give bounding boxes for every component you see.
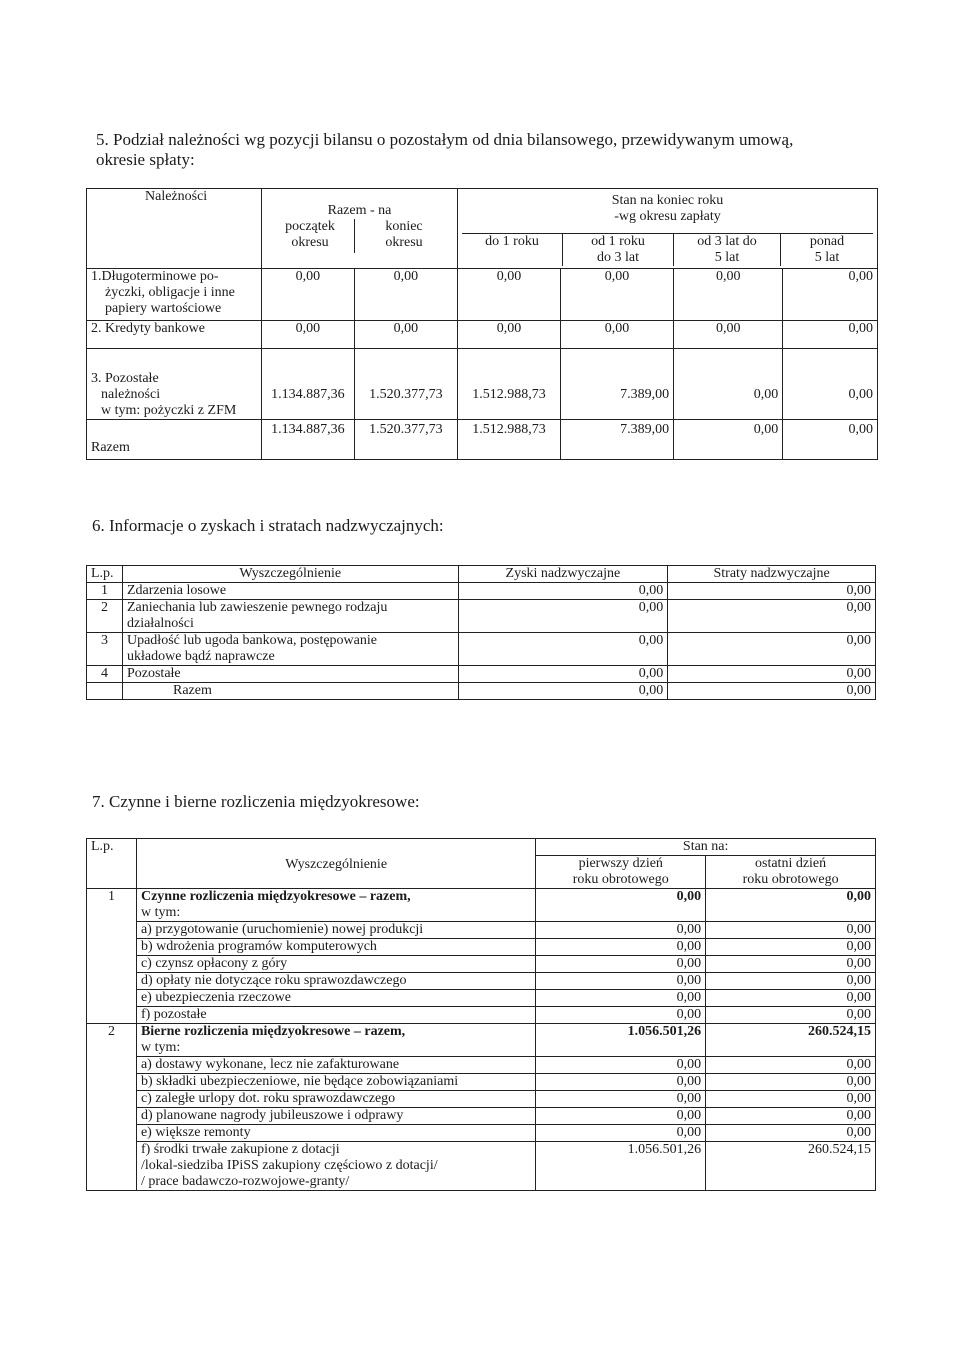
row-label-text: papiery wartościowe — [105, 301, 222, 316]
value-cell: 0,00 — [536, 922, 706, 939]
group-row — [87, 1024, 876, 1057]
table-row — [87, 321, 878, 349]
group-wtym: w tym: — [140, 1040, 181, 1055]
value-cell: 1.134.887,36 — [262, 349, 355, 420]
header-straty: Straty nadzwyczajne — [668, 566, 876, 583]
table-row — [87, 1125, 876, 1142]
value-cell: 0,00 — [783, 420, 878, 460]
section-6-title: 6. Informacje o zyskach i stratach nadzwyczajnych: — [92, 516, 444, 535]
value-cell: 0,00 — [674, 420, 783, 460]
header-pierwszy — [536, 856, 706, 889]
value-cell: 0,00 — [536, 1091, 706, 1108]
row-label — [87, 269, 262, 321]
value-cell: 0,00 — [706, 1007, 876, 1024]
row-label-text: / prace badawczo-rozwojowe-granty/ — [140, 1174, 350, 1189]
value-cell: 0,00 — [536, 939, 706, 956]
row-lp: 1 — [87, 583, 123, 600]
value-cell: 0,00 — [668, 666, 876, 683]
row-label: a) przygotowanie (uruchomienie) nowej produkcji — [136, 922, 535, 939]
value-cell: 1.512.988,73 — [458, 420, 561, 460]
value-cell: 0,00 — [536, 1108, 706, 1125]
value-cell: 0,00 — [458, 321, 561, 349]
header-row — [87, 189, 878, 269]
value-cell: 0,00 — [706, 1057, 876, 1074]
value-cell: 0,00 — [354, 321, 457, 349]
header-text: do 1 roku — [485, 234, 539, 249]
table-row — [87, 683, 876, 700]
value-cell: 260.524,15 — [706, 1142, 876, 1191]
value-cell: 0,00 — [536, 956, 706, 973]
row-label — [136, 1142, 535, 1191]
value-cell: 0,00 — [458, 683, 668, 700]
header-od1 — [563, 234, 674, 266]
row-lp: 2 — [87, 600, 123, 633]
row-label: 2. Kredyty bankowe — [87, 321, 262, 349]
table-row — [87, 1091, 876, 1108]
row-label: Zdarzenia losowe — [122, 583, 458, 600]
receivables-table — [86, 188, 878, 460]
header-sub — [462, 233, 873, 266]
row-label-text: Zaniechania lub zawieszenie pewnego rodzaju — [126, 600, 388, 615]
header-text: roku obrotowego — [742, 872, 839, 887]
table-row — [87, 349, 878, 420]
value-cell: 0,00 — [783, 349, 878, 420]
header-zyski: Zyski nadzwyczajne — [458, 566, 668, 583]
header-text: pierwszy dzień — [578, 856, 663, 871]
row-lp: 1 — [87, 889, 137, 1024]
header-text: 5 lat — [714, 250, 740, 265]
value-cell: 0,00 — [674, 269, 783, 321]
value-cell: 0,00 — [706, 1108, 876, 1125]
value-cell: 0,00 — [668, 600, 876, 633]
row-label: c) zaległe urlopy dot. roku sprawozdawczego — [136, 1091, 535, 1108]
table-row — [87, 583, 876, 600]
value-cell: 0,00 — [560, 269, 673, 321]
row-label: b) wdrożenia programów komputerowych — [136, 939, 535, 956]
value-cell: 0,00 — [674, 349, 783, 420]
value-cell: 0,00 — [706, 1091, 876, 1108]
row-label: e) ubezpieczenia rzeczowe — [136, 990, 535, 1007]
value-cell: 0,00 — [458, 269, 561, 321]
header-cell — [458, 189, 878, 269]
header-wyszcz: Wyszczególnienie — [122, 566, 458, 583]
value-cell: 0,00 — [354, 269, 457, 321]
header-naleznosci: Należności — [145, 189, 208, 204]
value-cell: 0,00 — [262, 321, 355, 349]
table-row — [87, 990, 876, 1007]
row-label-text: f) środki trwałe zakupione z dotacji — [140, 1142, 340, 1157]
header-ostatni — [706, 856, 876, 889]
header-wg: -wg okresu zapłaty — [614, 209, 721, 224]
table-row — [87, 666, 876, 683]
table-row — [87, 269, 878, 321]
header-text: okresu — [385, 235, 423, 250]
section-5-title-cont: okresie spłaty: — [96, 150, 195, 169]
header-text: koniec — [385, 219, 423, 234]
value-cell: 0,00 — [536, 990, 706, 1007]
row-lp: 2 — [87, 1024, 137, 1191]
table-row — [87, 1142, 876, 1191]
row-label-text: należności — [101, 387, 161, 402]
value-cell: 1.134.887,36 — [262, 420, 355, 460]
row-label-text: w tym: pożyczki z ZFM — [101, 403, 237, 418]
value-cell: 0,00 — [706, 922, 876, 939]
table-row — [87, 939, 876, 956]
header-wyszcz-cell — [136, 839, 535, 889]
value-cell: 0,00 — [560, 321, 673, 349]
header-wyszcz: Wyszczególnienie — [285, 857, 388, 872]
row-lp — [87, 683, 123, 700]
row-label: Pozostałe — [122, 666, 458, 683]
value-cell: 0,00 — [706, 1125, 876, 1142]
row-label: b) składki ubezpieczeniowe, nie będące zobowiązaniami — [136, 1074, 535, 1091]
value-cell: 0,00 — [536, 1007, 706, 1024]
value-cell: 1.056.501,26 — [536, 1142, 706, 1191]
header-do1 — [462, 234, 563, 266]
row-label — [122, 600, 458, 633]
row-label: f) pozostałe — [136, 1007, 535, 1024]
row-label-text: życzki, obligacje i inne — [105, 285, 235, 300]
row-label: Razem — [87, 420, 262, 460]
value-cell: 0,00 — [674, 321, 783, 349]
row-label — [122, 633, 458, 666]
value-cell: 1.520.377,73 — [354, 420, 457, 460]
row-label: a) dostawy wykonane, lecz nie zafakturowane — [136, 1057, 535, 1074]
row-label: Razem — [122, 683, 458, 700]
header-text: do 3 lat — [597, 250, 639, 265]
header-text: roku obrotowego — [572, 872, 669, 887]
header-text: okresu — [291, 235, 329, 250]
row-label-text: Upadłość lub ugoda bankowa, postępowanie — [126, 633, 377, 648]
header-lp-cell — [87, 839, 137, 889]
header-text: od 3 lat do — [697, 234, 757, 249]
header-text: ostatni dzień — [755, 856, 827, 871]
value-cell: 0,00 — [536, 973, 706, 990]
value-cell: 0,00 — [536, 1057, 706, 1074]
group-title: Bierne rozliczenia międzyokresowe – razem, — [140, 1024, 406, 1039]
value-cell: 260.524,15 — [706, 1024, 876, 1057]
header-text: od 1 roku — [591, 234, 645, 249]
value-cell: 7.389,00 — [560, 349, 673, 420]
header-poczatek — [266, 219, 355, 253]
value-cell: 0,00 — [706, 1074, 876, 1091]
value-cell: 0,00 — [706, 956, 876, 973]
group-row — [87, 889, 876, 922]
header-stan: Stan na koniec roku — [611, 193, 724, 208]
value-cell: 0,00 — [668, 583, 876, 600]
header-od3 — [674, 234, 781, 266]
table-row — [87, 1057, 876, 1074]
row-label: c) czynsz opłacony z góry — [136, 956, 535, 973]
row-label-text: układowe bądź naprawcze — [126, 649, 275, 664]
table-row — [87, 922, 876, 939]
row-label-text: 3. Pozostałe — [91, 371, 159, 386]
value-cell: 1.520.377,73 — [354, 349, 457, 420]
header-koniec — [355, 219, 453, 253]
header-lp: L.p. — [91, 839, 114, 854]
section-7-title: 7. Czynne i bierne rozliczenia międzyokresowe: — [92, 792, 420, 811]
row-label: d) planowane nagrody jubileuszowe i odprawy — [136, 1108, 535, 1125]
value-cell: 0,00 — [706, 889, 876, 922]
table-row — [87, 420, 878, 460]
table-row — [87, 1007, 876, 1024]
value-cell: 0,00 — [458, 633, 668, 666]
header-sub — [266, 219, 453, 253]
value-cell: 0,00 — [458, 666, 668, 683]
value-cell: 0,00 — [706, 939, 876, 956]
value-cell: 0,00 — [706, 990, 876, 1007]
value-cell: 1.512.988,73 — [458, 349, 561, 420]
value-cell: 0,00 — [668, 633, 876, 666]
row-label — [87, 349, 262, 420]
header-text: początek — [285, 219, 335, 234]
header-stan: Stan na: — [536, 839, 876, 856]
value-cell: 0,00 — [668, 683, 876, 700]
header-row — [87, 839, 876, 856]
section-5-title: 5. Podział należności wg pozycji bilansu o pozostałym od dnia bilansowego, przewidywanym umową, — [96, 130, 794, 149]
header-row — [87, 566, 876, 583]
table-row — [87, 1074, 876, 1091]
header-razem-na: Razem - na — [327, 203, 392, 218]
row-label: d) opłaty nie dotyczące roku sprawozdawczego — [136, 973, 535, 990]
row-lp: 4 — [87, 666, 123, 683]
value-cell: 0,00 — [262, 269, 355, 321]
header-cell — [87, 189, 262, 269]
header-text: 5 lat — [814, 250, 840, 265]
value-cell: 1.056.501,26 — [536, 1024, 706, 1057]
value-cell: 0,00 — [536, 889, 706, 922]
value-cell: 0,00 — [706, 973, 876, 990]
row-label-text: 1.Długoterminowe po- — [91, 269, 219, 284]
header-text: ponad — [809, 234, 845, 249]
value-cell: 0,00 — [458, 600, 668, 633]
table-row — [87, 633, 876, 666]
row-label: e) większe remonty — [136, 1125, 535, 1142]
table-row — [87, 956, 876, 973]
value-cell: 0,00 — [536, 1074, 706, 1091]
header-lp: L.p. — [87, 566, 123, 583]
header-cell — [262, 189, 458, 269]
value-cell: 0,00 — [783, 269, 878, 321]
row-label — [136, 889, 535, 922]
table-row — [87, 600, 876, 633]
group-title: Czynne rozliczenia międzyokresowe – razem, — [140, 889, 411, 904]
row-label — [136, 1024, 535, 1057]
value-cell: 0,00 — [458, 583, 668, 600]
row-label-text: działalności — [126, 616, 194, 631]
extraordinary-table — [86, 565, 876, 700]
row-label-text: /lokal-siedziba IPiSS zakupiony częściowo z dotacji/ — [140, 1158, 438, 1173]
row-lp: 3 — [87, 633, 123, 666]
group-wtym: w tym: — [140, 905, 181, 920]
value-cell: 7.389,00 — [560, 420, 673, 460]
table-row — [87, 973, 876, 990]
table-row — [87, 1108, 876, 1125]
accruals-table — [86, 838, 876, 1191]
value-cell: 0,00 — [536, 1125, 706, 1142]
value-cell: 0,00 — [783, 321, 878, 349]
header-ponad — [781, 234, 873, 266]
